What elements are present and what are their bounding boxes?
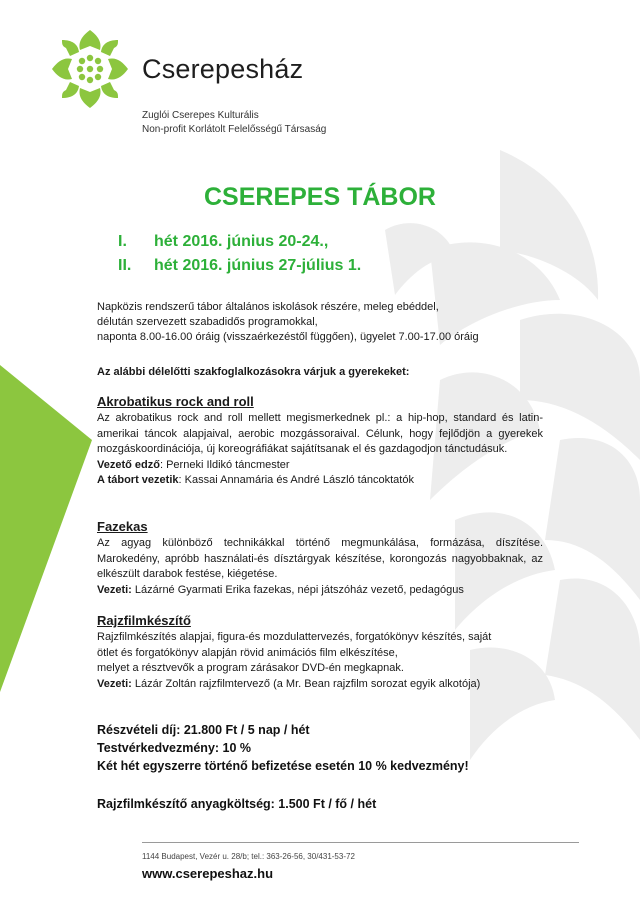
week-dates: hét 2016. június 27-július 1. bbox=[154, 257, 362, 274]
leader-value: Kassai Annamária és André László táncoktatók bbox=[184, 474, 414, 486]
leader-label: Vezeti: bbox=[97, 677, 132, 690]
fees-block bbox=[97, 721, 469, 775]
section-leader-line: Vezető edző: Perneki Ildikó táncmester bbox=[97, 458, 290, 471]
footer-address: 1144 Budapest, Vezér u. 28/b; tel.: 363-26-56, 30/431-53-72 bbox=[142, 852, 355, 861]
leader-label: Vezető edző bbox=[97, 458, 160, 471]
section-rajzfilmkeszito bbox=[97, 612, 543, 692]
footer-divider bbox=[142, 842, 579, 843]
leader-label: A tábort vezetik bbox=[97, 474, 179, 486]
leader-value: Lázárné Gyarmati Erika fazekas, népi játszóház vezető, pedagógus bbox=[134, 583, 464, 596]
cserepeshaz-logo-icon bbox=[50, 28, 130, 110]
section-body: Az akrobatikus rock and roll mellett megismerkednek pl.: a hip-hop, standard és latin-amerikai táncok alapjaival, aerobic mozgássoraival. Célunk, hogy fejlődjön a gyerekek mozgáskoordinációja, új koreográfiákat sajátítsanak el és gazdagodjon tánctudásuk. bbox=[97, 412, 543, 455]
week-line-2 bbox=[118, 257, 518, 277]
org-name-line2: Non-profit Korlátolt Felelősségű Társaság bbox=[142, 124, 327, 135]
leader-label: Vezeti: bbox=[97, 583, 132, 596]
section-title: Fazekas bbox=[97, 519, 148, 534]
intro-line: naponta 8.00-16.00 óráig (visszaérkezéstől függően), ügyelet 7.00-17.00 óráig bbox=[97, 331, 479, 343]
fee-line: Részvételi díj: 21.800 Ft / 5 nap / hét bbox=[97, 723, 310, 737]
section-body-line: Rajzfilmkészítés alapjai, figura-és mozdulattervezés, forgatókönyv készítés, saját bbox=[97, 631, 492, 643]
brand-name: Cserepesház bbox=[142, 54, 304, 84]
green-triangle-decoration bbox=[0, 365, 92, 692]
week-line-1 bbox=[118, 233, 518, 253]
fee-line: Két hét egyszerre történő befizetése esetén 10 % kedvezmény! bbox=[97, 759, 469, 773]
section-body-line: melyet a résztvevők a program zárásakor DVD-én megkapnak. bbox=[97, 662, 404, 674]
leader-value: Perneki Ildikó táncmester bbox=[166, 458, 290, 471]
material-fee: Rajzfilmkészítő anyagköltség: 1.500 Ft / fő / hét bbox=[97, 797, 377, 811]
section-body-line: ötlet és forgatókönyv alapján rövid animációs film elkészítése, bbox=[97, 646, 398, 659]
section-leader-line: A tábort vezetik: Kassai Annamária és André László táncoktatók bbox=[97, 474, 414, 486]
invite-text: Az alábbi délelőtti szakfoglalkozásokra várjuk a gyerekeket: bbox=[97, 366, 410, 378]
footer-website-link[interactable]: www.cserepeshaz.hu bbox=[142, 866, 274, 881]
intro-line: délután szervezett szabadidős programokkal, bbox=[97, 316, 318, 328]
org-name-line1: Zuglói Cserepes Kulturális bbox=[142, 110, 259, 121]
section-title: Rajzfilmkészítő bbox=[97, 613, 191, 628]
intro-paragraph bbox=[97, 300, 479, 345]
week-dates: hét 2016. június 20-24., bbox=[154, 233, 329, 250]
section-body: Az agyag különböző technikákkal történő megmunkálása, formázása, díszítése. Marokedény, apróbb használati-és dísztárgyak készítése, korongozás nagyobbaknak, az elkészült darabok festése, kiégetése. bbox=[97, 537, 543, 580]
week-number: I. bbox=[118, 233, 127, 250]
week-number: II. bbox=[118, 257, 132, 274]
section-leader-line bbox=[97, 583, 543, 599]
fee-line: Testvérkedvezmény: 10 % bbox=[97, 741, 252, 755]
section-fazekas bbox=[97, 518, 543, 598]
page-title: CSEREPES TÁBOR bbox=[204, 183, 436, 211]
section-title: Akrobatikus rock and roll bbox=[97, 394, 254, 409]
intro-line: Napközis rendszerű tábor általános iskolások részére, meleg ebéddel, bbox=[97, 301, 439, 313]
section-leader-line bbox=[97, 677, 543, 693]
section-akrobatikus bbox=[97, 393, 543, 489]
leader-value: Lázár Zoltán rajzfilmtervező (a Mr. Bean rajzfilm sorozat egyik alkotója) bbox=[134, 677, 481, 690]
